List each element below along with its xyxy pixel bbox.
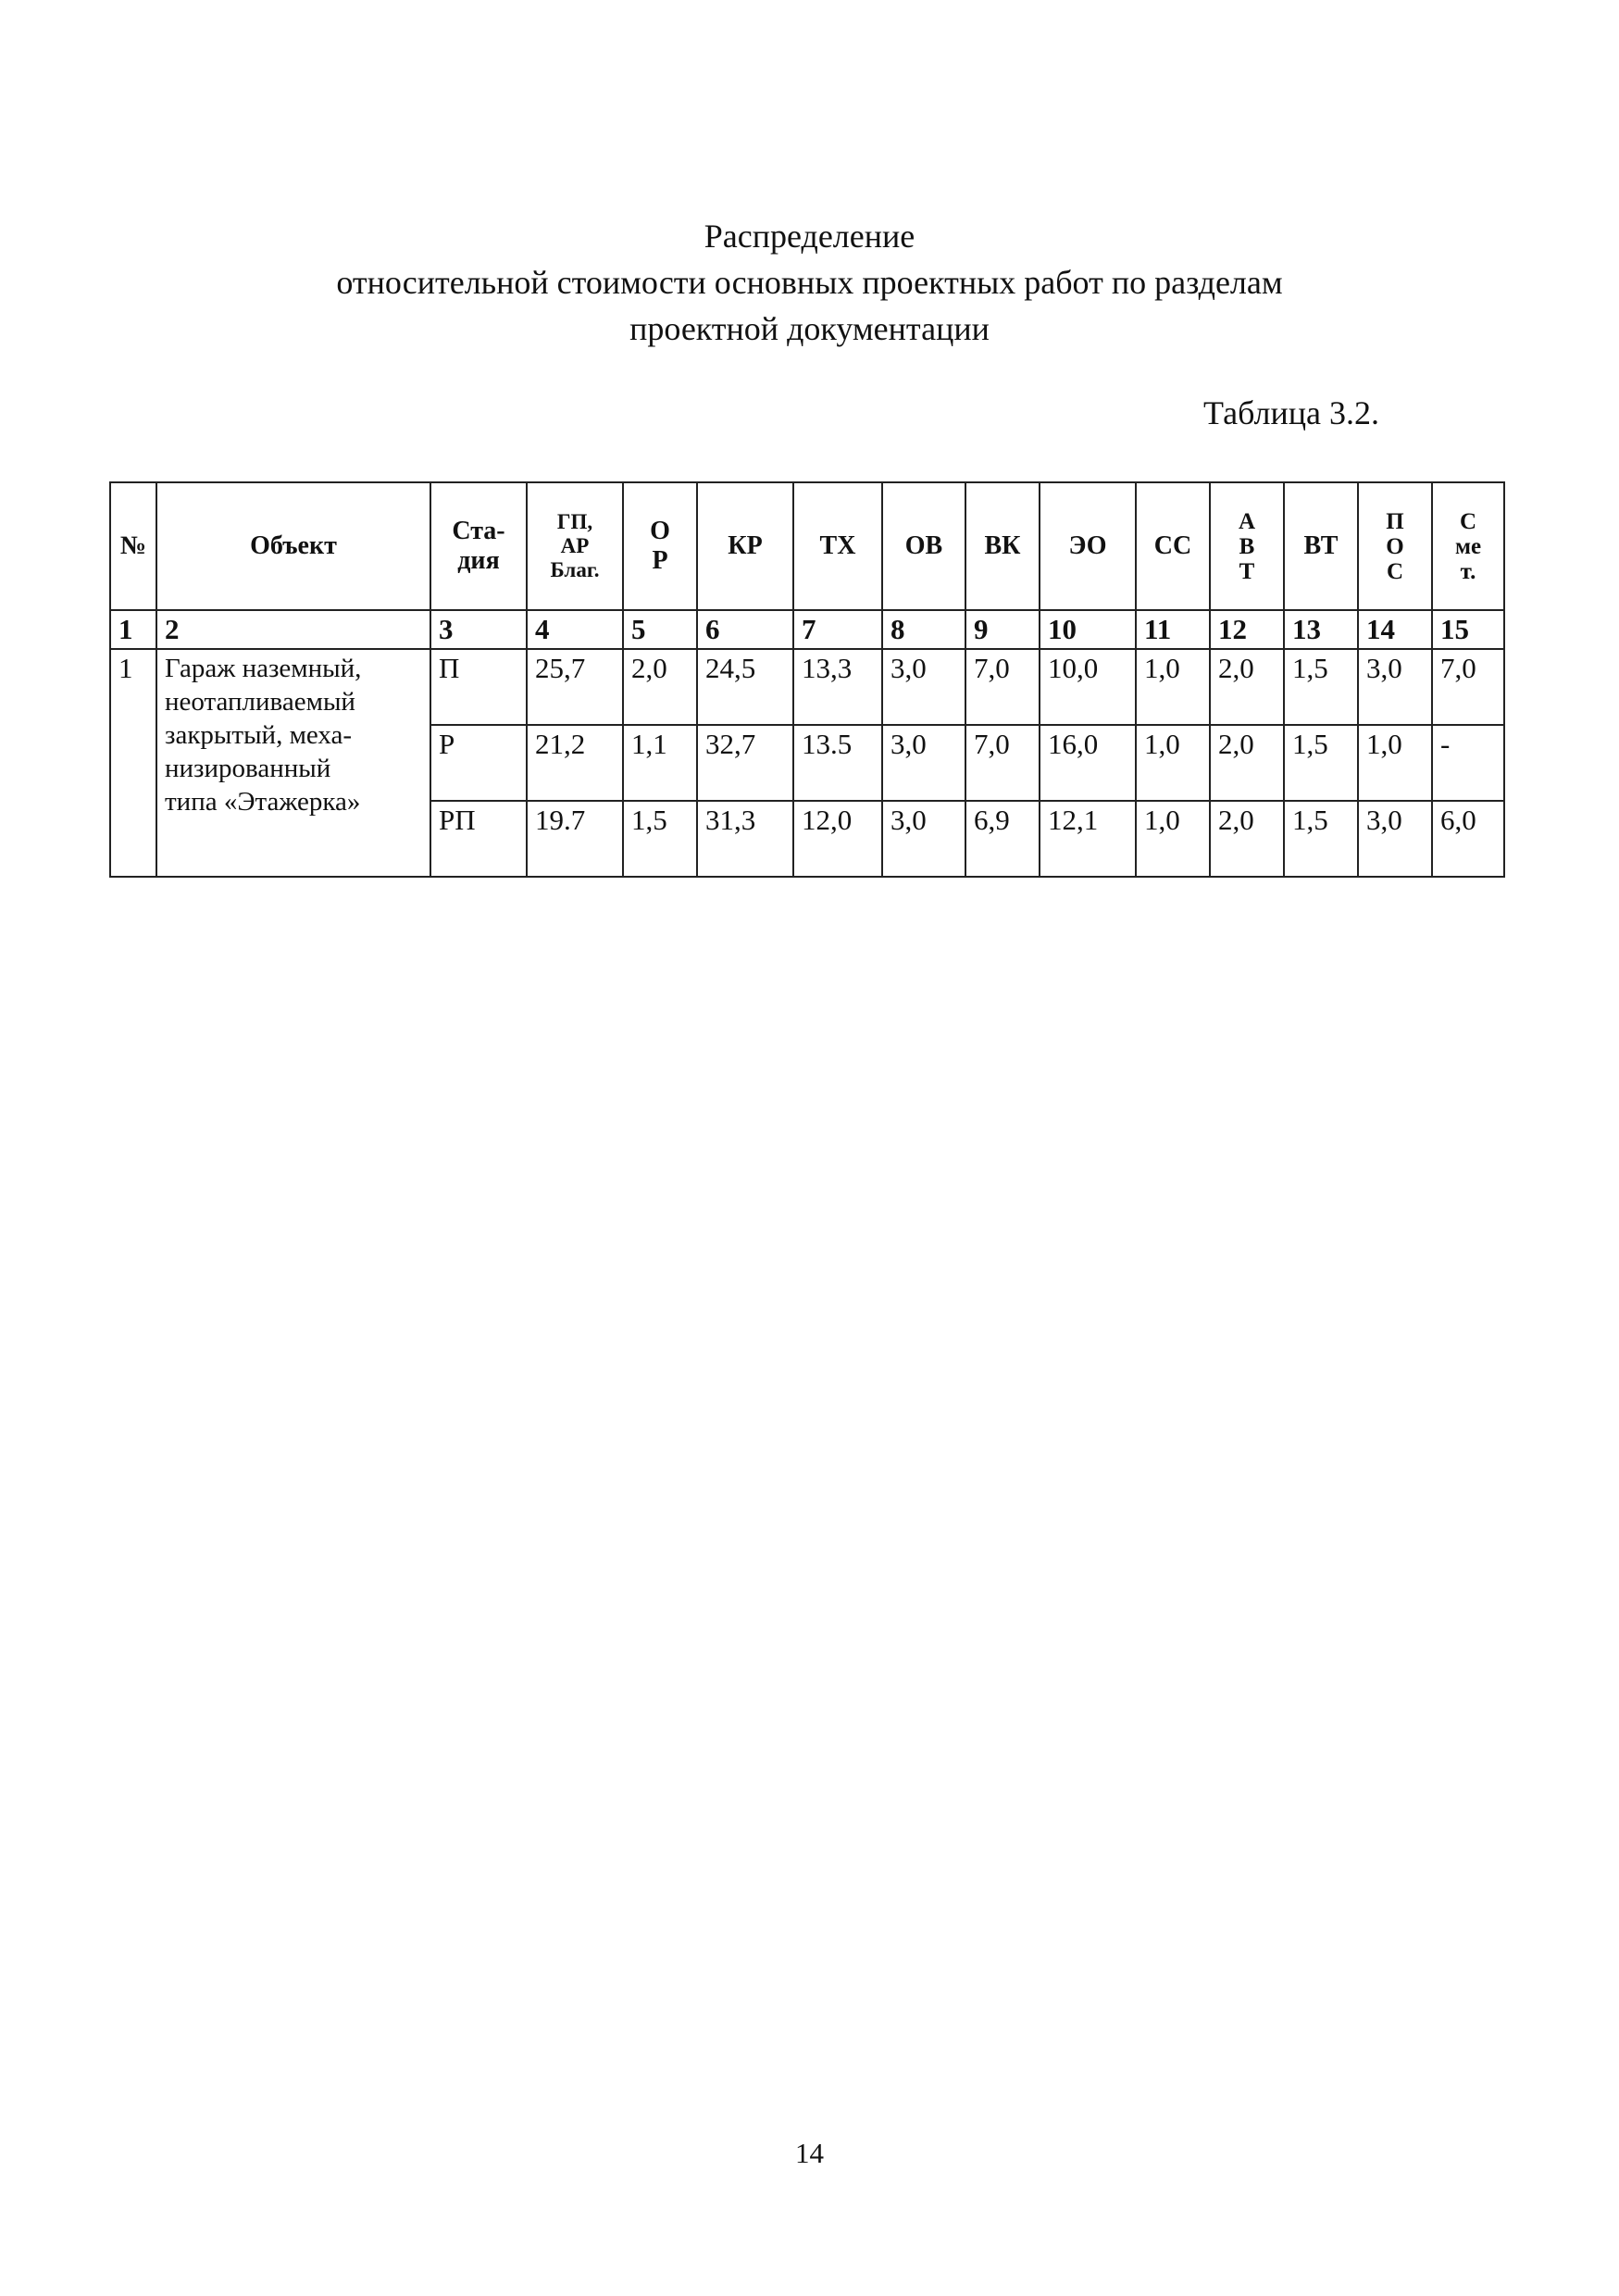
column-number: 15: [1432, 610, 1504, 649]
value-cell: 1,1: [623, 725, 697, 801]
value-cell: 1,0: [1358, 725, 1432, 801]
column-number: 7: [793, 610, 882, 649]
value-cell: 7,0: [965, 725, 1040, 801]
value-cell: 16,0: [1040, 725, 1136, 801]
value-cell: -: [1432, 725, 1504, 801]
column-number: 6: [697, 610, 793, 649]
value-cell: 2,0: [623, 649, 697, 725]
value-cell: 6,9: [965, 801, 1040, 877]
value-cell: 31,3: [697, 801, 793, 877]
cost-distribution-table: [109, 481, 1505, 878]
object-name: Гараж наземный, неотапливаемый закрытый, меха- низированный типа «Этажерка»: [156, 649, 430, 877]
value-cell: 13,3: [793, 649, 882, 725]
value-cell: 6,0: [1432, 801, 1504, 877]
value-cell: 3,0: [882, 725, 965, 801]
title-line-2: относительной стоимости основных проектных работ по разделам: [336, 264, 1283, 301]
header-th: ТХ: [793, 482, 882, 610]
table-row: [110, 649, 1504, 725]
row-number: 1: [110, 649, 156, 877]
column-number: 5: [623, 610, 697, 649]
value-cell: 32,7: [697, 725, 793, 801]
value-cell: 2,0: [1210, 725, 1284, 801]
header-row: [110, 482, 1504, 610]
value-cell: 1,0: [1136, 725, 1210, 801]
header-stage: Ста- дия: [430, 482, 527, 610]
page-number: 14: [795, 2137, 824, 2169]
value-cell: 7,0: [1432, 649, 1504, 725]
value-cell: 1,5: [1284, 801, 1358, 877]
column-number-row: [110, 610, 1504, 649]
value-cell: 24,5: [697, 649, 793, 725]
header-smet: С ме т.: [1432, 482, 1504, 610]
value-cell: 12,0: [793, 801, 882, 877]
column-number: 1: [110, 610, 156, 649]
header-number: №: [110, 482, 156, 610]
value-cell: 3,0: [882, 801, 965, 877]
value-cell: 10,0: [1040, 649, 1136, 725]
column-number: 14: [1358, 610, 1432, 649]
column-number: 8: [882, 610, 965, 649]
value-cell: 25,7: [527, 649, 623, 725]
header-or: О Р: [623, 482, 697, 610]
header-vk: ВК: [965, 482, 1040, 610]
value-cell: 1,0: [1136, 801, 1210, 877]
value-cell: 1,0: [1136, 649, 1210, 725]
stage-cell: П: [430, 649, 527, 725]
column-number: 10: [1040, 610, 1136, 649]
header-avt: А В Т: [1210, 482, 1284, 610]
column-number: 3: [430, 610, 527, 649]
header-pos: П О С: [1358, 482, 1432, 610]
header-ov: ОВ: [882, 482, 965, 610]
value-cell: 3,0: [1358, 801, 1432, 877]
column-number: 4: [527, 610, 623, 649]
value-cell: 3,0: [882, 649, 965, 725]
column-number: 12: [1210, 610, 1284, 649]
header-vt: ВТ: [1284, 482, 1358, 610]
value-cell: 1,5: [1284, 649, 1358, 725]
value-cell: 7,0: [965, 649, 1040, 725]
stage-cell: РП: [430, 801, 527, 877]
value-cell: 13.5: [793, 725, 882, 801]
column-number: 13: [1284, 610, 1358, 649]
stage-cell: Р: [430, 725, 527, 801]
column-number: 2: [156, 610, 430, 649]
value-cell: 2,0: [1210, 801, 1284, 877]
header-object: Объект: [156, 482, 430, 610]
value-cell: 1,5: [623, 801, 697, 877]
value-cell: 21,2: [527, 725, 623, 801]
value-cell: 19.7: [527, 801, 623, 877]
title-line-1: Распределение: [704, 218, 915, 255]
value-cell: 3,0: [1358, 649, 1432, 725]
column-number: 11: [1136, 610, 1210, 649]
column-number: 9: [965, 610, 1040, 649]
value-cell: 2,0: [1210, 649, 1284, 725]
header-kr: КР: [697, 482, 793, 610]
value-cell: 1,5: [1284, 725, 1358, 801]
header-ss: СС: [1136, 482, 1210, 610]
value-cell: 12,1: [1040, 801, 1136, 877]
header-gp-ar: ГП, АР Благ.: [527, 482, 623, 610]
title-line-3: проектной документации: [629, 310, 990, 347]
table-label: Таблица 3.2.: [1203, 394, 1379, 431]
header-eo: ЭО: [1040, 482, 1136, 610]
